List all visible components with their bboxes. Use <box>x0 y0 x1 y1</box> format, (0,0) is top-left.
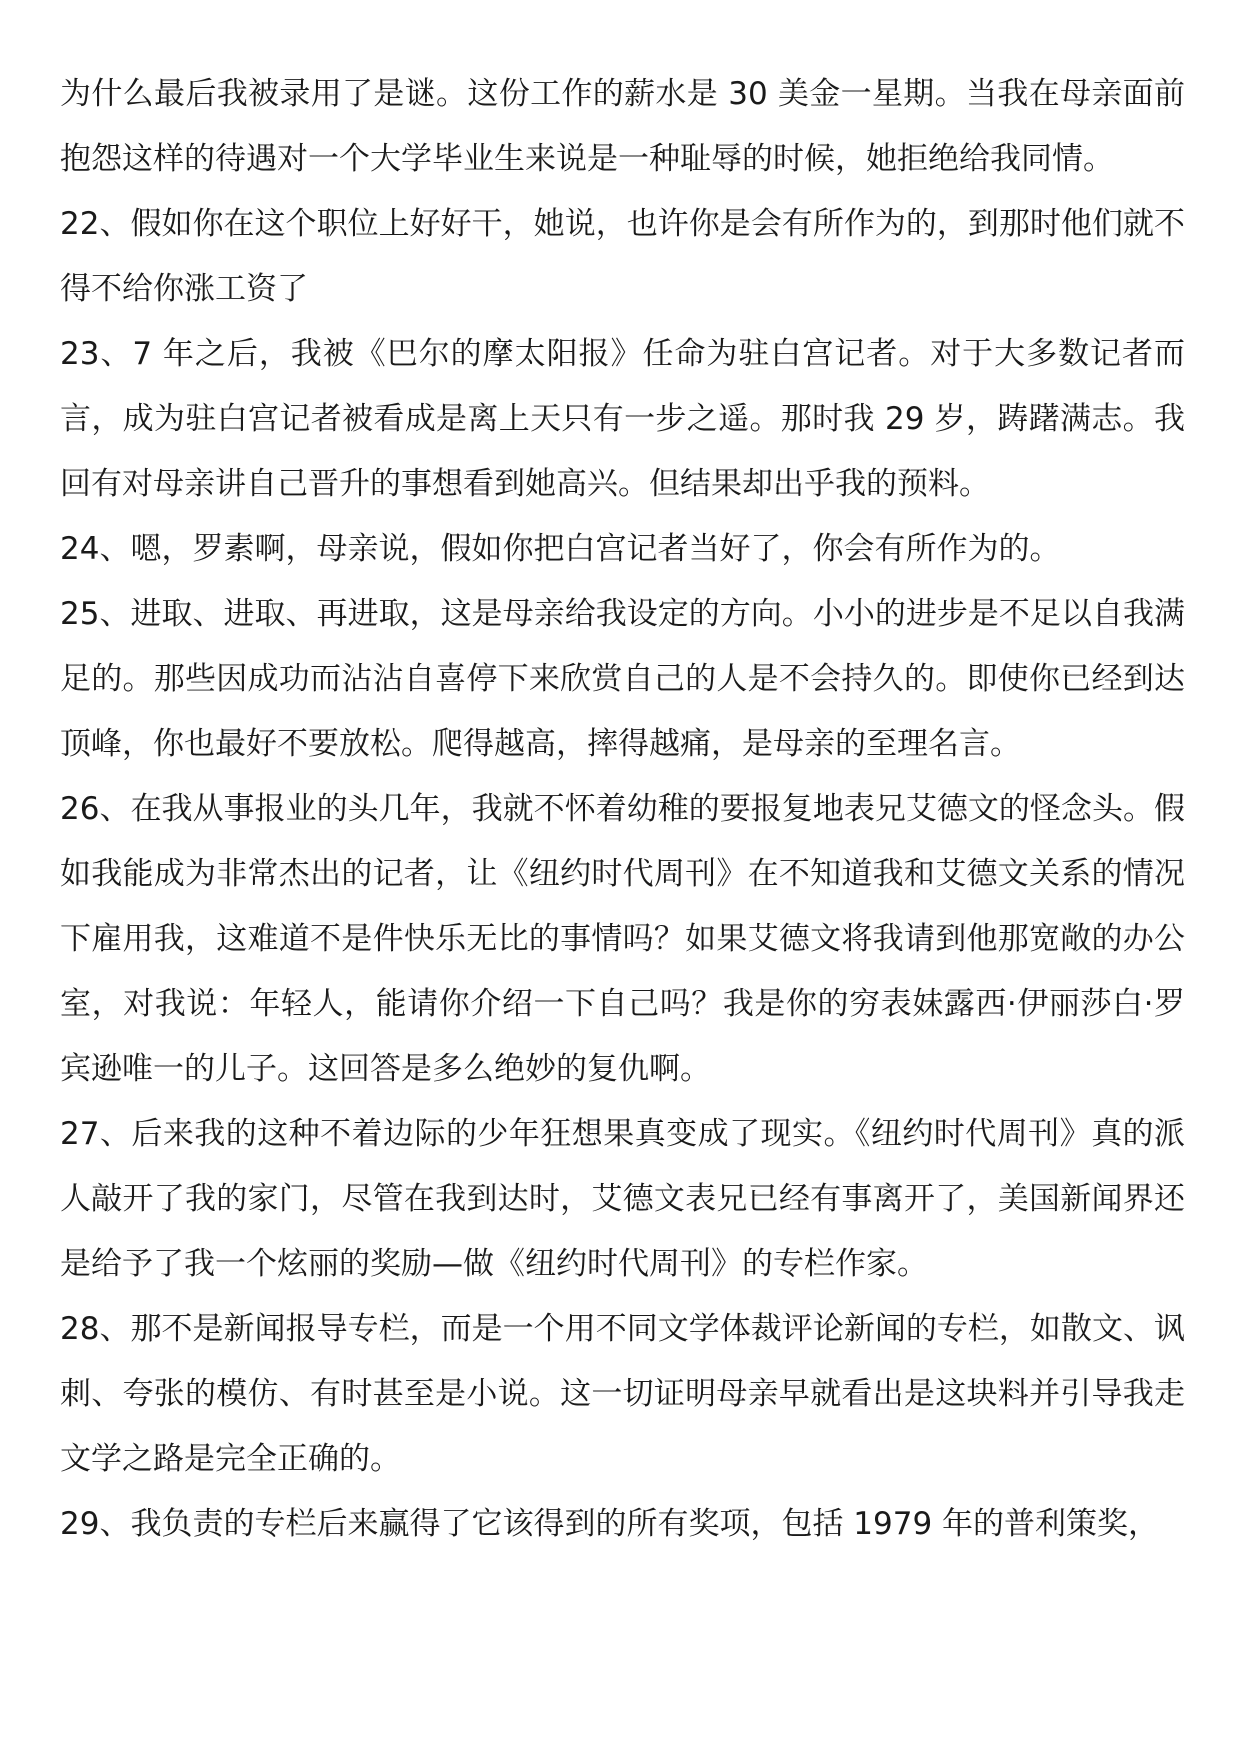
paragraph-24: 24、嗯，罗素啊，母亲说，假如你把白宫记者当好了，你会有所作为的。 <box>60 531 1061 567</box>
paragraph-25: 25、进取、进取、再进取，这是母亲给我设定的方向。小小的进步是不足以自我满足的。那些因成功而沾沾自喜停下来欣赏自己的人是不会持久的。即使你已经到达顶峰，你也最好不要放松。爬得越高，摔得越痛，是母亲的至理名言。 <box>60 596 1185 762</box>
paragraph-22: 22、假如你在这个职位上好好干，她说，也许你是会有所作为的，到那时他们就不得不给你涨工资了 <box>60 206 1185 307</box>
paragraph-28: 28、那不是新闻报导专栏，而是一个用不同文学体裁评论新闻的专栏，如散文、讽刺、夸张的模仿、有时甚至是小说。这一切证明母亲早就看出是这块料并引导我走文学之路是完全正确的。 <box>60 1311 1185 1477</box>
paragraph-intro: 为什么最后我被录用了是谜。这份工作的薪水是 30 美金一星期。当我在母亲面前抱怨这样的待遇对一个大学毕业生来说是一种耻辱的时候，她拒绝给我同情。 <box>60 76 1185 177</box>
paragraph-23: 23、7 年之后，我被《巴尔的摩太阳报》任命为驻白宫记者。对于大多数记者而言，成为驻白宫记者被看成是离上天只有一步之遥。那时我 29 岁，踌躇满志。我回有对母亲讲自己晋升的事想看到她高兴。但结果却出乎我的预料。 <box>60 336 1185 502</box>
paragraph-27: 27、后来我的这种不着边际的少年狂想果真变成了现实。《纽约时代周刊》真的派人敲开了我的家门，尽管在我到达时，艾德文表兄已经有事离开了，美国新闻界还是给予了我一个炫丽的奖励—做《纽约时代周刊》的专栏作家。 <box>60 1116 1185 1282</box>
paragraph-26: 26、在我从事报业的头几年，我就不怀着幼稚的要报复地表兄艾德文的怪念头。假如我能成为非常杰出的记者，让《纽约时代周刊》在不知道我和艾德文关系的情况下雇用我，这难道不是件快乐无比的事情吗？如果艾德文将我请到他那宽敞的办公室，对我说：年轻人，能请你介绍一下自己吗？我是你的穷表妹露西·伊丽莎白·罗宾逊唯一的儿子。这回答是多么绝妙的复仇啊。 <box>60 791 1185 1087</box>
paragraph-29: 29、我负责的专栏后来赢得了它该得到的所有奖项，包括 1979 年的普利策奖， <box>60 1506 1160 1542</box>
document-body <box>60 62 1185 1557</box>
